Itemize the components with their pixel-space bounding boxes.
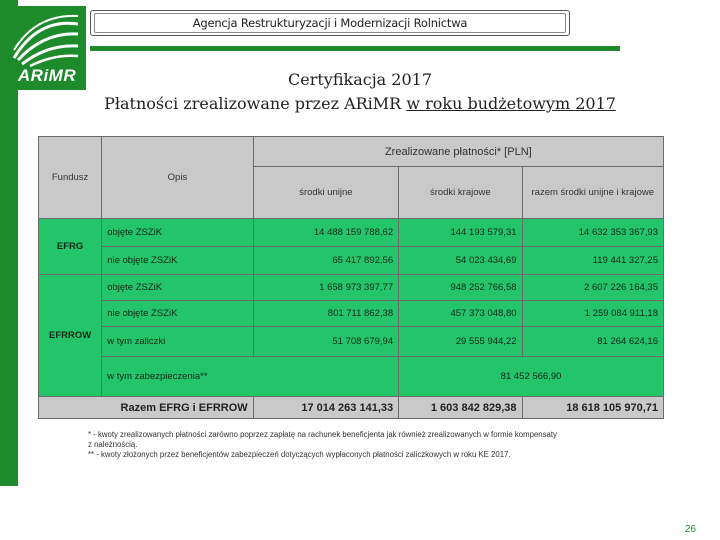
- cell-krajowe: 948 252 766,58: [399, 275, 522, 301]
- cell-unijne: 1 658 973 397,77: [253, 275, 398, 301]
- page-number: 26: [684, 524, 696, 535]
- fields-logo-icon: [8, 8, 84, 68]
- cell-krajowe: 29 555 944,22: [399, 327, 522, 357]
- footnote-1-cont: z należnością.: [88, 440, 138, 449]
- cell-unijne: 14 488 159 788,62: [253, 219, 398, 247]
- total-unijne: 17 014 263 141,33: [253, 397, 398, 419]
- cell-unijne: 51 708 679,94: [253, 327, 398, 357]
- footnotes: [88, 430, 678, 460]
- table-row: [39, 357, 664, 397]
- total-krajowe: 1 603 842 829,38: [399, 397, 522, 419]
- cell-unijne: 801 711 862,38: [253, 301, 398, 327]
- col-fundusz: Fundusz: [39, 137, 102, 219]
- cell-zabezp: 81 452 566,90: [399, 357, 664, 397]
- payments-table: [38, 136, 664, 419]
- row-desc-zabezp: w tym zabezpieczenia**: [102, 357, 399, 397]
- row-desc: objęte ZSZiK: [102, 275, 253, 301]
- cell-razem: 1 259 084 911,18: [522, 301, 663, 327]
- cell-razem: 119 441 327,25: [522, 247, 663, 275]
- cell-krajowe: 144 193 579,31: [399, 219, 522, 247]
- col-group: Zrealizowane płatności* [PLN]: [253, 137, 663, 167]
- row-desc: nie objęte ZSZiK: [102, 247, 253, 275]
- subtitle-part-b: w roku budżetowym 2017: [406, 94, 616, 113]
- row-desc: objęte ZSZiK: [102, 219, 253, 247]
- table-row: [39, 275, 664, 301]
- total-label: Razem EFRG i EFRROW: [39, 397, 254, 419]
- row-desc: nie objęte ZSZiK: [102, 301, 253, 327]
- cell-unijne: 65 417 892,56: [253, 247, 398, 275]
- total-row: [39, 397, 664, 419]
- table-row: [39, 247, 664, 275]
- total-razem: 18 618 105 970,71: [522, 397, 663, 419]
- cell-razem: 14 632 353 367,93: [522, 219, 663, 247]
- cell-krajowe: 457 373 048,80: [399, 301, 522, 327]
- table-row: [39, 301, 664, 327]
- page-subtitle: [0, 94, 720, 113]
- footnote-2: ** - kwoty złożonych przez beneficjentów zabezpieczeń dotyczących wypłaconych płatności zaliczkowych w roku KE 2017.: [88, 450, 511, 459]
- cell-krajowe: 54 023 434,69: [399, 247, 522, 275]
- table-row: [39, 219, 664, 247]
- row-desc: w tym zaliczki: [102, 327, 253, 357]
- table-row: [39, 327, 664, 357]
- col-razem: razem środki unijne i krajowe: [522, 167, 663, 219]
- col-unijne: środki unijne: [253, 167, 398, 219]
- agency-name: Agencja Restrukturyzacji i Modernizacji Rolnictwa: [192, 16, 468, 30]
- fund-efrrow: EFRROW: [39, 275, 102, 397]
- fund-efrg: EFRG: [39, 219, 102, 275]
- col-krajowe: środki krajowe: [399, 167, 522, 219]
- page-title: Certyfikacja 2017: [288, 70, 432, 89]
- cell-razem: 81 264 624,16: [522, 327, 663, 357]
- col-opis: Opis: [102, 137, 253, 219]
- header-divider: [90, 46, 620, 51]
- cell-razem: 2 607 226 164,35: [522, 275, 663, 301]
- subtitle-part-a: Płatności zrealizowane przez ARiMR: [104, 94, 407, 113]
- logo-text: ARiMR: [17, 66, 77, 85]
- footnote-1: * - kwoty zrealizowanych płatności zarówno poprzez zapłatę na rachunek beneficjenta jak również zrealizowanych w formie kompensaty: [88, 430, 557, 439]
